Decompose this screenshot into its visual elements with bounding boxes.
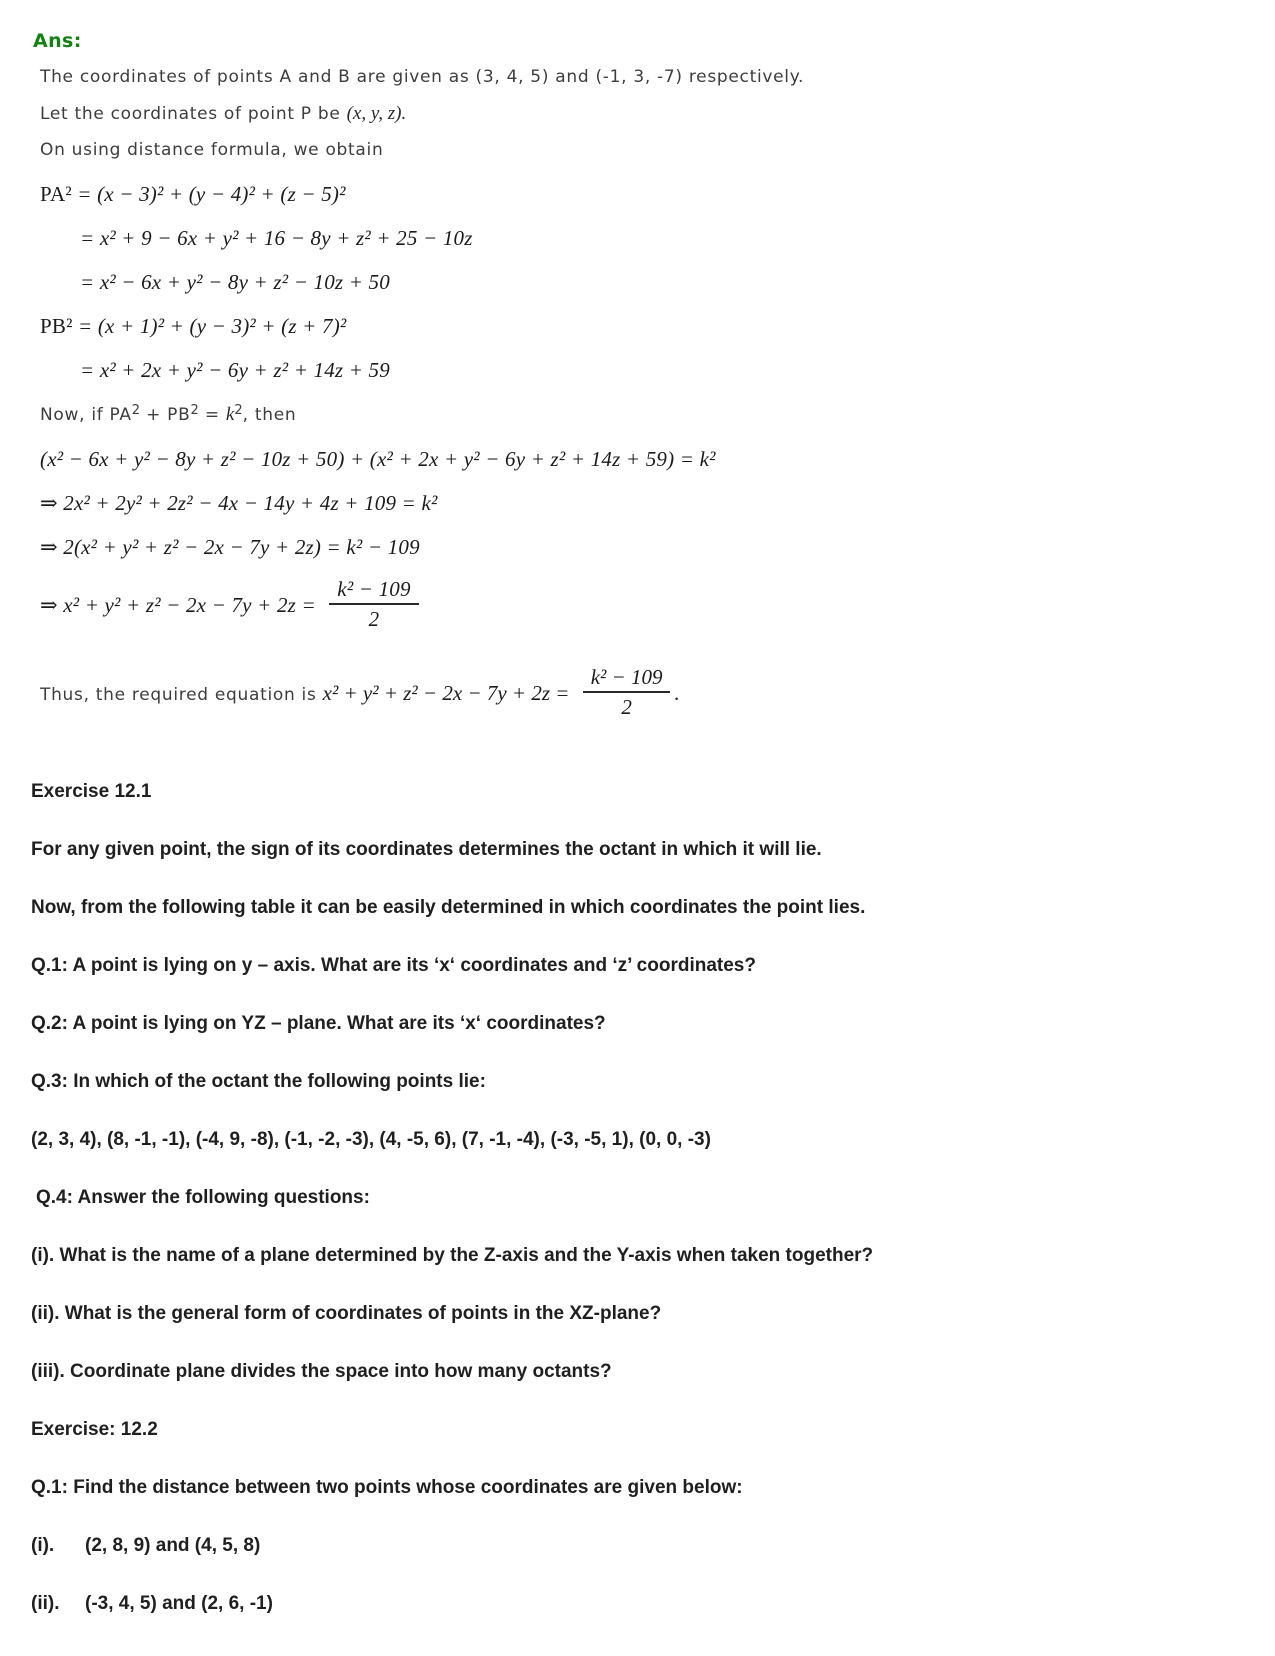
equation-step-2-body: 2(x² + y² + z² − 2x − 7y + 2z) = k² − 109 (63, 535, 420, 559)
equation-step-1 (40, 488, 1275, 518)
now-text-2: + PB (140, 405, 191, 425)
exercise-12-2-heading: Exercise: 12.2 (31, 1419, 158, 1440)
intro-line-3: On using distance formula, we obtain (40, 140, 384, 160)
question-4-part-ii: (ii). What is the general form of coordinates of points in the XZ-plane? (31, 1303, 662, 1324)
fraction-denominator: 2 (329, 603, 418, 632)
now-text-3: = (198, 405, 226, 425)
question-1: Q.1: A point is lying on y – axis. What are its ‘x‘ coordinates and ‘z’ coordinates? (31, 955, 756, 976)
equation-pa-expanded-2: = x² − 6x + y² − 8y + z² − 10z + 50 (80, 270, 390, 294)
item-ii-coordinates: (-3, 4, 5) and (2, 6, -1) (85, 1593, 273, 1614)
now-condition-line (40, 400, 1275, 426)
equation-pb-rhs: = (x + 1)² + (y − 3)² + (z + 7)² (78, 314, 347, 338)
conclusion-text: Thus, the required equation is (40, 684, 323, 705)
now-text-4: , then (242, 405, 297, 425)
conclusion-line (40, 664, 1275, 726)
equation-step-3-body: x² + y² + z² − 2x − 7y + 2z = (63, 592, 322, 617)
now-sup-1: 2 (131, 403, 141, 418)
ans-heading: Ans: (33, 30, 82, 52)
equation-pa-label: PA² (40, 182, 78, 206)
fraction-denominator: 2 (583, 691, 671, 720)
equation-sum: (x² − 6x + y² − 8y + z² − 10z + 50) + (x² + 2x + y² − 6y + z² + 14z + 59) = k² (40, 447, 716, 471)
implies-icon: ⇒ (40, 491, 64, 515)
fraction-numerator: k² − 109 (337, 577, 411, 601)
now-text-1: Now, if PA (40, 405, 132, 425)
question-3-points-list: (2, 3, 4), (8, -1, -1), (-4, 9, -8), (-1, -2, -3), (4, -5, 6), (7, -1, -4), (-3, -5, 1), (0, 0, -3) (31, 1129, 711, 1150)
item-ii-label: (ii). (31, 1593, 60, 1614)
exercise-12-2-item-i (31, 1536, 1275, 1556)
conclusion-math (322, 665, 680, 719)
equation-step-3 (40, 576, 1275, 638)
fraction-numerator: k² − 109 (590, 665, 663, 689)
implies-icon: ⇒ (40, 535, 64, 559)
exercise-12-1-heading: Exercise 12.1 (31, 781, 152, 802)
fraction (583, 664, 671, 720)
intro-line-1: The coordinates of points A and B are given as (3, 4, 5) and (-1, 3, -7) respectively. (40, 67, 805, 87)
question-2: Q.2: A point is lying on YZ – plane. What are its ‘x‘ coordinates? (31, 1013, 606, 1034)
exercise-12-2-question-1: Q.1: Find the distance between two points whose coordinates are given below: (31, 1477, 743, 1498)
equation-step-1-body: 2x² + 2y² + 2z² − 4x − 14y + 4z + 109 = k² (63, 491, 438, 515)
exercise-section (0, 782, 1275, 1614)
equation-pa-expanded-1: = x² + 9 − 6x + y² + 16 − 8y + z² + 25 − 10z (80, 226, 473, 250)
exercise-12-1-intro-1: For any given point, the sign of its coordinates determines the octant in which it will lie. (31, 839, 822, 860)
now-sup-3: 2 (234, 403, 243, 418)
equation-pa-rhs: = (x − 3)² + (y − 4)² + (z − 5)² (77, 182, 346, 206)
question-4-part-iii: (iii). Coordinate plane divides the space into how many octants? (31, 1361, 612, 1382)
equation-pb-squared (40, 311, 1275, 341)
intro-line-2-math: (x, y, z). (346, 103, 407, 124)
equation-pb-expanded: = x² + 2x + y² − 6y + z² + 14z + 59 (80, 358, 390, 382)
question-4-part-i: (i). What is the name of a plane determined by the Z-axis and the Y-axis when taken together? (31, 1245, 874, 1266)
item-i-coordinates: (2, 8, 9) and (4, 5, 8) (85, 1535, 261, 1556)
question-3: Q.3: In which of the octant the following points lie: (31, 1071, 486, 1092)
item-i-label: (i). (31, 1535, 55, 1556)
fraction (329, 576, 418, 632)
now-k-variable: k (225, 404, 235, 425)
exercise-12-2-item-ii (31, 1594, 1275, 1614)
question-4: Q.4: Answer the following questions: (36, 1187, 370, 1208)
equation-pb-label: PB² (40, 314, 79, 338)
equation-pa-squared (40, 179, 1275, 209)
document-page (0, 30, 1275, 1656)
implies-icon: ⇒ (40, 592, 64, 617)
equation-step-2 (40, 532, 1275, 562)
intro-line-2-text: Let the coordinates of point P be (40, 104, 347, 124)
conclusion-period: . (674, 680, 680, 705)
now-sup-2: 2 (190, 403, 199, 418)
intro-line-2 (40, 103, 1275, 125)
exercise-12-1-intro-2: Now, from the following table it can be easily determined in which coordinates the point lies. (31, 897, 866, 918)
conclusion-equation: x² + y² + z² − 2x − 7y + 2z = (322, 680, 575, 705)
